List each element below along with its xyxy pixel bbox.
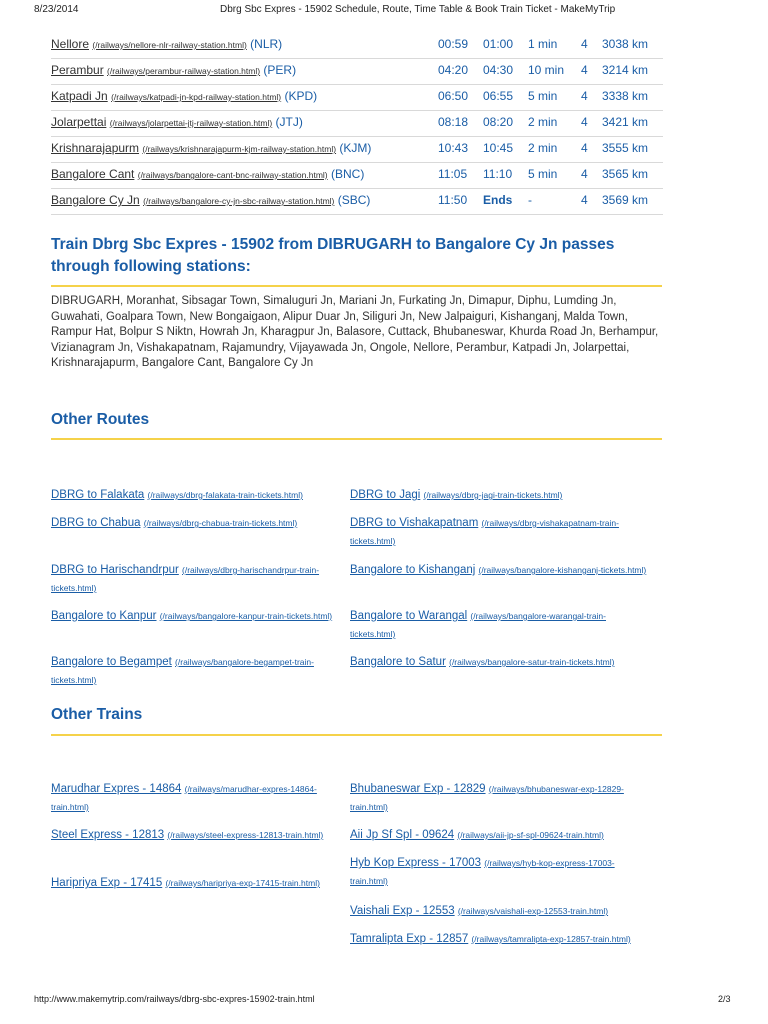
halt-duration: 5 min xyxy=(528,167,558,181)
arrival-time: 00:59 xyxy=(438,37,469,51)
table-row xyxy=(51,189,663,215)
table-row xyxy=(51,163,663,189)
halt-duration: 2 min xyxy=(528,115,558,129)
route-link[interactable]: Bangalore to Kishanganj (/railways/bangalore-kishanganj-tickets.html) xyxy=(350,564,647,576)
halt-duration: 2 min xyxy=(528,141,558,155)
distance: 3421 km xyxy=(602,115,649,129)
train-link[interactable]: Aii Jp Sf Spl - 09624 (/railways/aii-jp-sf-spl-09624-train.html) xyxy=(350,829,604,841)
station-url[interactable]: (/railways/jolarpettai-jtj-railway-station.html) xyxy=(109,118,273,128)
print-url: http://www.makemytrip.com/railways/dbrg-sbc-expres-15902-train.html xyxy=(34,994,315,1004)
departure-time: 08:20 xyxy=(483,115,514,129)
day-number: 4 xyxy=(581,115,588,129)
day-number: 4 xyxy=(581,37,588,51)
halt-duration: 10 min xyxy=(528,63,565,77)
distance: 3338 km xyxy=(602,89,649,103)
table-row xyxy=(51,33,663,59)
halt-duration: - xyxy=(528,193,532,207)
departure-time: 06:55 xyxy=(483,89,514,103)
arrival-time: 11:05 xyxy=(438,167,468,181)
route-link[interactable]: DBRG to Chabua (/railways/dbrg-chabua-train-tickets.html) xyxy=(51,517,298,529)
section-divider xyxy=(51,285,662,287)
route-link[interactable]: Bangalore to Warangal (/railways/bangalore-warangal-train-tickets.html) xyxy=(350,610,606,639)
section-divider xyxy=(51,438,662,440)
departure-time: 11:10 xyxy=(483,167,513,181)
route-link[interactable]: DBRG to Harischandrpur (/railways/dbrg-harischandrpur-train-tickets.html) xyxy=(51,564,320,593)
distance: 3565 km xyxy=(602,167,649,181)
print-date: 8/23/2014 xyxy=(34,4,79,15)
train-link[interactable]: Vaishali Exp - 12553 (/railways/vaishali-exp-12553-train.html) xyxy=(350,905,609,917)
distance: 3214 km xyxy=(602,63,649,77)
route-link[interactable]: Bangalore to Begampet (/railways/bangalore-begampet-train-tickets.html) xyxy=(51,656,314,685)
station-code: (KJM) xyxy=(339,141,372,155)
station-code: (SBC) xyxy=(337,193,371,207)
arrival-time: 11:50 xyxy=(438,193,468,207)
train-link[interactable]: Marudhar Expres - 14864 (/railways/marudhar-expres-14864-train.html) xyxy=(51,783,317,812)
departure-time: 10:45 xyxy=(483,141,514,155)
halt-duration: 1 min xyxy=(528,37,558,51)
page-number: 2/3 xyxy=(718,994,731,1004)
station-code: (BNC) xyxy=(330,167,365,181)
station-url[interactable]: (/railways/bangalore-cy-jn-sbc-railway-station.html) xyxy=(143,196,335,206)
other-routes-heading: Other Routes xyxy=(51,411,150,428)
section-divider xyxy=(51,734,662,736)
distance: 3555 km xyxy=(602,141,649,155)
table-row xyxy=(51,59,663,85)
station-code: (KPD) xyxy=(284,89,318,103)
other-trains-heading: Other Trains xyxy=(51,706,143,723)
station-url[interactable]: (/railways/katpadi-jn-kpd-railway-station.html) xyxy=(111,92,282,102)
table-row xyxy=(51,111,663,137)
distance: 3038 km xyxy=(602,37,649,51)
route-link[interactable]: Bangalore to Satur (/railways/bangalore-satur-train-tickets.html) xyxy=(350,656,615,668)
station-name-link[interactable]: Bangalore Cant xyxy=(51,167,135,181)
station-list-text: DIBRUGARH, Moranhat, Sibsagar Town, Simaluguri Jn, Mariani Jn, Furkating Jn, Dimapur, Diphu, Lumding Jn, Guwahati, Goalpara Town, New Bongaigaon, Alipur Duar Jn, Siliguri Jn, New Jalpaiguri, Kishanganj, Malda Town, Rampur Hat, Bolpur S Niktn, Howrah Jn, Kharagpur Jn, Balasore, Cuttack, Bhubaneswar, Khurda Road Jn, Berhampur, Vizianagram Jn, Vishakapatnam, Rajamundry, Vijayawada Jn, Ongole, Nellore, Perambur, Katpadi Jn, Jolarpettai, Krishnarajapurm, Bangalore Cant, Bangalore Cy Jn xyxy=(51,295,659,369)
arrival-time: 10:43 xyxy=(438,141,469,155)
arrival-time: 06:50 xyxy=(438,89,469,103)
day-number: 4 xyxy=(581,167,588,181)
station-name-link[interactable]: Nellore xyxy=(51,37,90,51)
arrival-time: 04:20 xyxy=(438,63,469,77)
route-link[interactable]: DBRG to Jagi (/railways/dbrg-jagi-train-tickets.html) xyxy=(350,489,563,501)
station-name-link[interactable]: Jolarpettai xyxy=(51,115,107,129)
day-number: 4 xyxy=(581,89,588,103)
train-link[interactable]: Haripriya Exp - 17415 (/railways/haripriya-exp-17415-train.html) xyxy=(51,877,320,889)
day-number: 4 xyxy=(581,63,588,77)
halt-duration: 5 min xyxy=(528,89,558,103)
station-url[interactable]: (/railways/perambur-railway-station.html) xyxy=(107,66,261,76)
print-title: Dbrg Sbc Expres - 15902 Schedule, Route, Time Table & Book Train Ticket - MakeMyTrip xyxy=(220,4,616,15)
station-name-link[interactable]: Bangalore Cy Jn xyxy=(51,193,140,207)
train-link[interactable]: Steel Express - 12813 (/railways/steel-express-12813-train.html) xyxy=(51,829,324,841)
station-code: (NLR) xyxy=(250,37,283,51)
day-number: 4 xyxy=(581,141,588,155)
passes-heading: Train Dbrg Sbc Expres - 15902 from DIBRUGARH to Bangalore Cy Jn passes through following stations: xyxy=(51,236,615,275)
table-row xyxy=(51,137,663,163)
departure-time: 04:30 xyxy=(483,63,514,77)
station-name-link[interactable]: Krishnarajapurm xyxy=(51,141,140,155)
departure-time: 01:00 xyxy=(483,37,514,51)
distance: 3569 km xyxy=(602,193,649,207)
station-url[interactable]: (/railways/krishnarajapurm-kjm-railway-station.html) xyxy=(142,144,337,154)
departure-time: Ends xyxy=(483,193,513,207)
train-link[interactable]: Tamralipta Exp - 12857 (/railways/tamralipta-exp-12857-train.html) xyxy=(350,933,631,945)
schedule-table xyxy=(51,33,663,215)
route-link[interactable]: DBRG to Falakata (/railways/dbrg-falakata-train-tickets.html) xyxy=(51,489,303,501)
station-url[interactable]: (/railways/bangalore-cant-bnc-railway-station.html) xyxy=(137,170,328,180)
train-link[interactable]: Bhubaneswar Exp - 12829 (/railways/bhubaneswar-exp-12829-train.html) xyxy=(350,783,624,812)
table-row xyxy=(51,85,663,111)
station-url[interactable]: (/railways/nellore-nlr-railway-station.html) xyxy=(92,40,247,50)
station-name-link[interactable]: Perambur xyxy=(51,63,104,77)
route-link[interactable]: Bangalore to Kanpur (/railways/bangalore-kanpur-train-tickets.html) xyxy=(51,610,333,622)
station-code: (PER) xyxy=(263,63,297,77)
station-code: (JTJ) xyxy=(275,115,303,129)
train-link[interactable]: Hyb Kop Express - 17003 (/railways/hyb-kop-express-17003-train.html) xyxy=(350,857,615,886)
day-number: 4 xyxy=(581,193,588,207)
arrival-time: 08:18 xyxy=(438,115,469,129)
route-link[interactable]: DBRG to Vishakapatnam (/railways/dbrg-vishakapatnam-train-tickets.html) xyxy=(350,517,619,546)
station-name-link[interactable]: Katpadi Jn xyxy=(51,89,108,103)
